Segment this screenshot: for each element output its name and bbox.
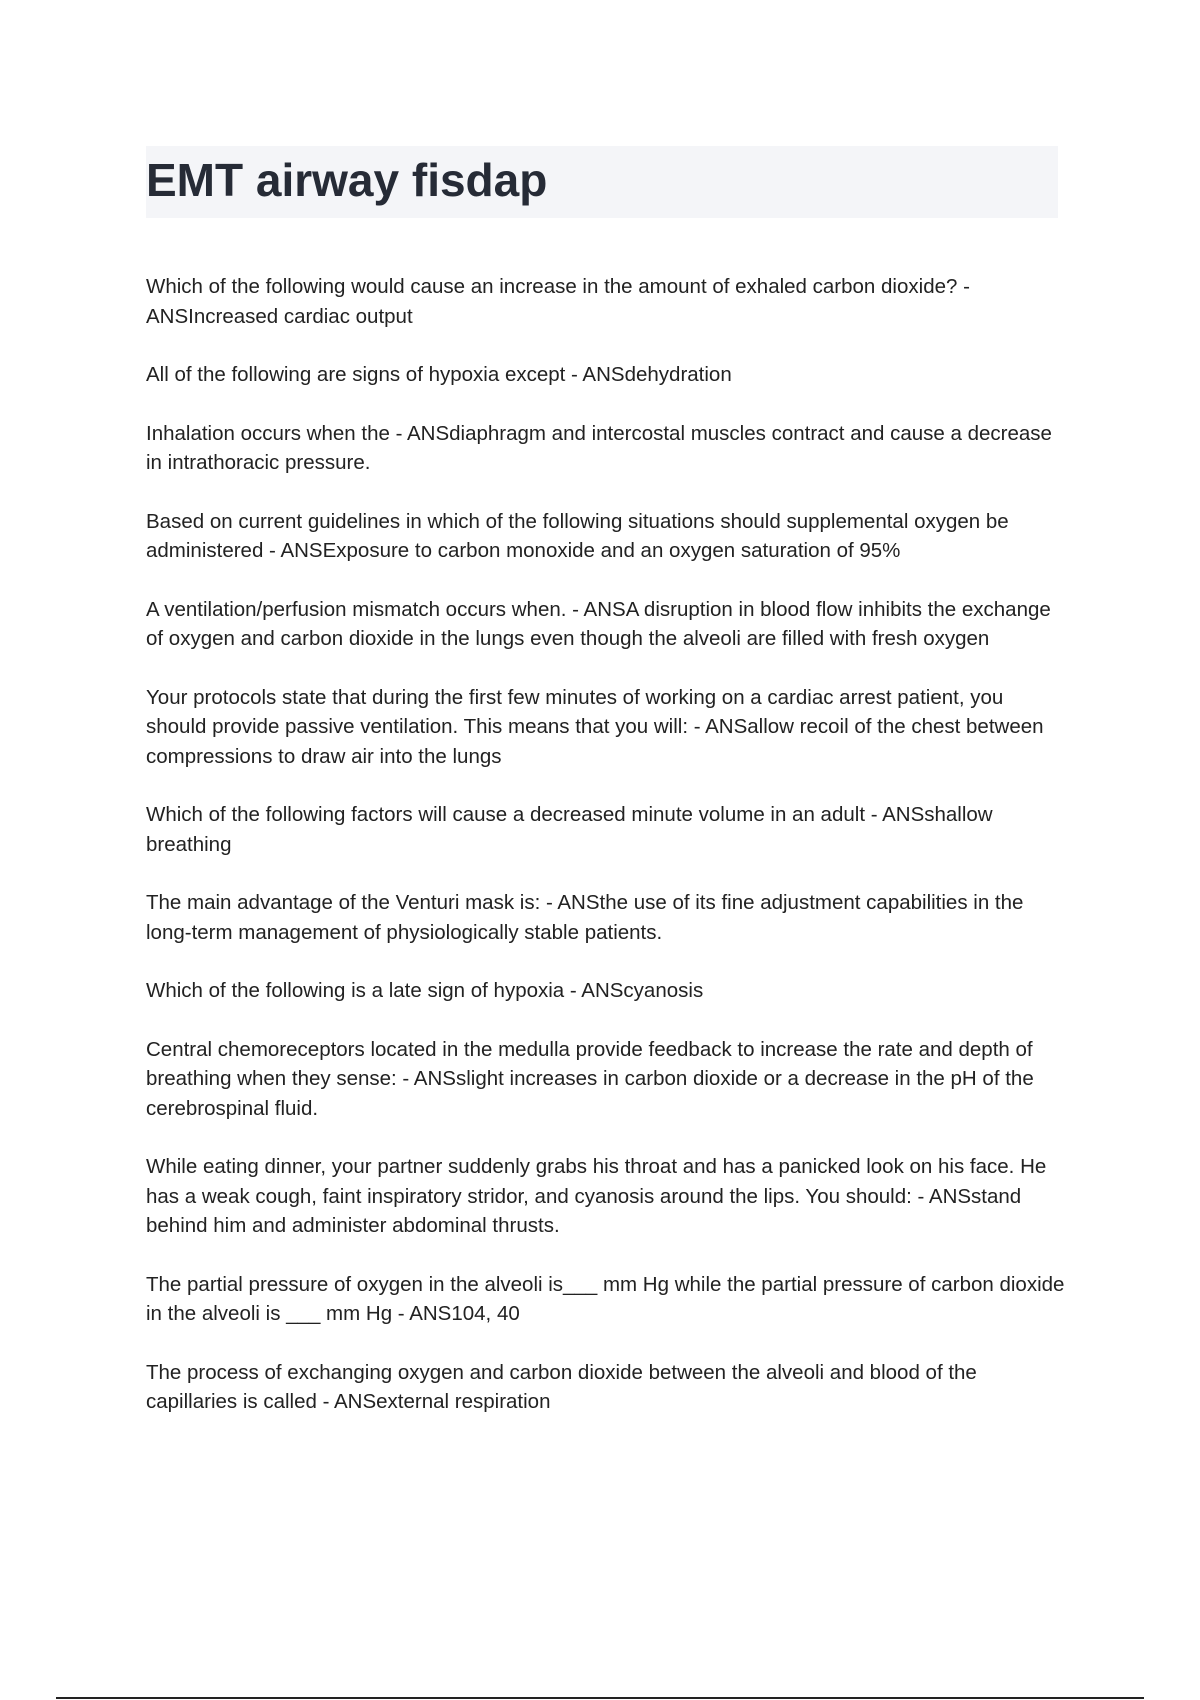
qa-item: The partial pressure of oxygen in the alveoli is___ mm Hg while the partial pressure of carbon dioxide in the alveoli is ___ mm Hg - ANS104, 40: [146, 1272, 1065, 1325]
qa-item: Which of the following factors will cause a decreased minute volume in an adult - ANSshallow breathing: [146, 803, 993, 856]
qa-item: Inhalation occurs when the - ANSdiaphragm and intercostal muscles contract and cause a decrease in intrathoracic pressure.: [146, 421, 1052, 474]
qa-item: Based on current guidelines in which of the following situations should supplemental oxygen be administered - ANSExposure to carbon monoxide and an oxygen saturation of 95%: [146, 509, 1009, 562]
qa-item: Central chemoreceptors located in the medulla provide feedback to increase the rate and depth of breathing when they sense: - ANSslight increases in carbon dioxide or a decrease in the pH of the cerebrospinal fluid.: [146, 1037, 1034, 1120]
qa-item: The main advantage of the Venturi mask is: - ANSthe use of its fine adjustment capabilities in the long-term management of physiologically stable patients.: [146, 891, 1024, 944]
qa-item: All of the following are signs of hypoxia except - ANSdehydration: [146, 363, 732, 386]
qa-item: The process of exchanging oxygen and carbon dioxide between the alveoli and blood of the capillaries is called - ANSexternal respiration: [146, 1360, 977, 1413]
page-title: EMT airway fisdap: [146, 154, 548, 206]
title-banner: [146, 146, 1058, 218]
qa-list: [146, 272, 1066, 1446]
qa-item: While eating dinner, your partner suddenly grabs his throat and has a panicked look on his face. He has a weak cough, faint inspiratory stridor, and cyanosis around the lips. You should: - ANSstand behind him and administer abdominal thrusts.: [146, 1155, 1047, 1237]
page-bottom-divider: [56, 1697, 1144, 1699]
qa-item: Your protocols state that during the first few minutes of working on a cardiac arrest patient, you should provide passive ventilation. This means that you will: - ANSallow recoil of the chest between compressions to draw air into the lungs: [146, 685, 1044, 768]
qa-item: A ventilation/perfusion mismatch occurs when. - ANSA disruption in blood flow inhibits the exchange of oxygen and carbon dioxide in the lungs even though the alveoli are filled with fresh oxygen: [146, 597, 1051, 650]
qa-item: Which of the following is a late sign of hypoxia - ANScyanosis: [146, 979, 704, 1002]
qa-item: Which of the following would cause an increase in the amount of exhaled carbon dioxide? - ANSIncreased cardiac output: [146, 275, 970, 328]
